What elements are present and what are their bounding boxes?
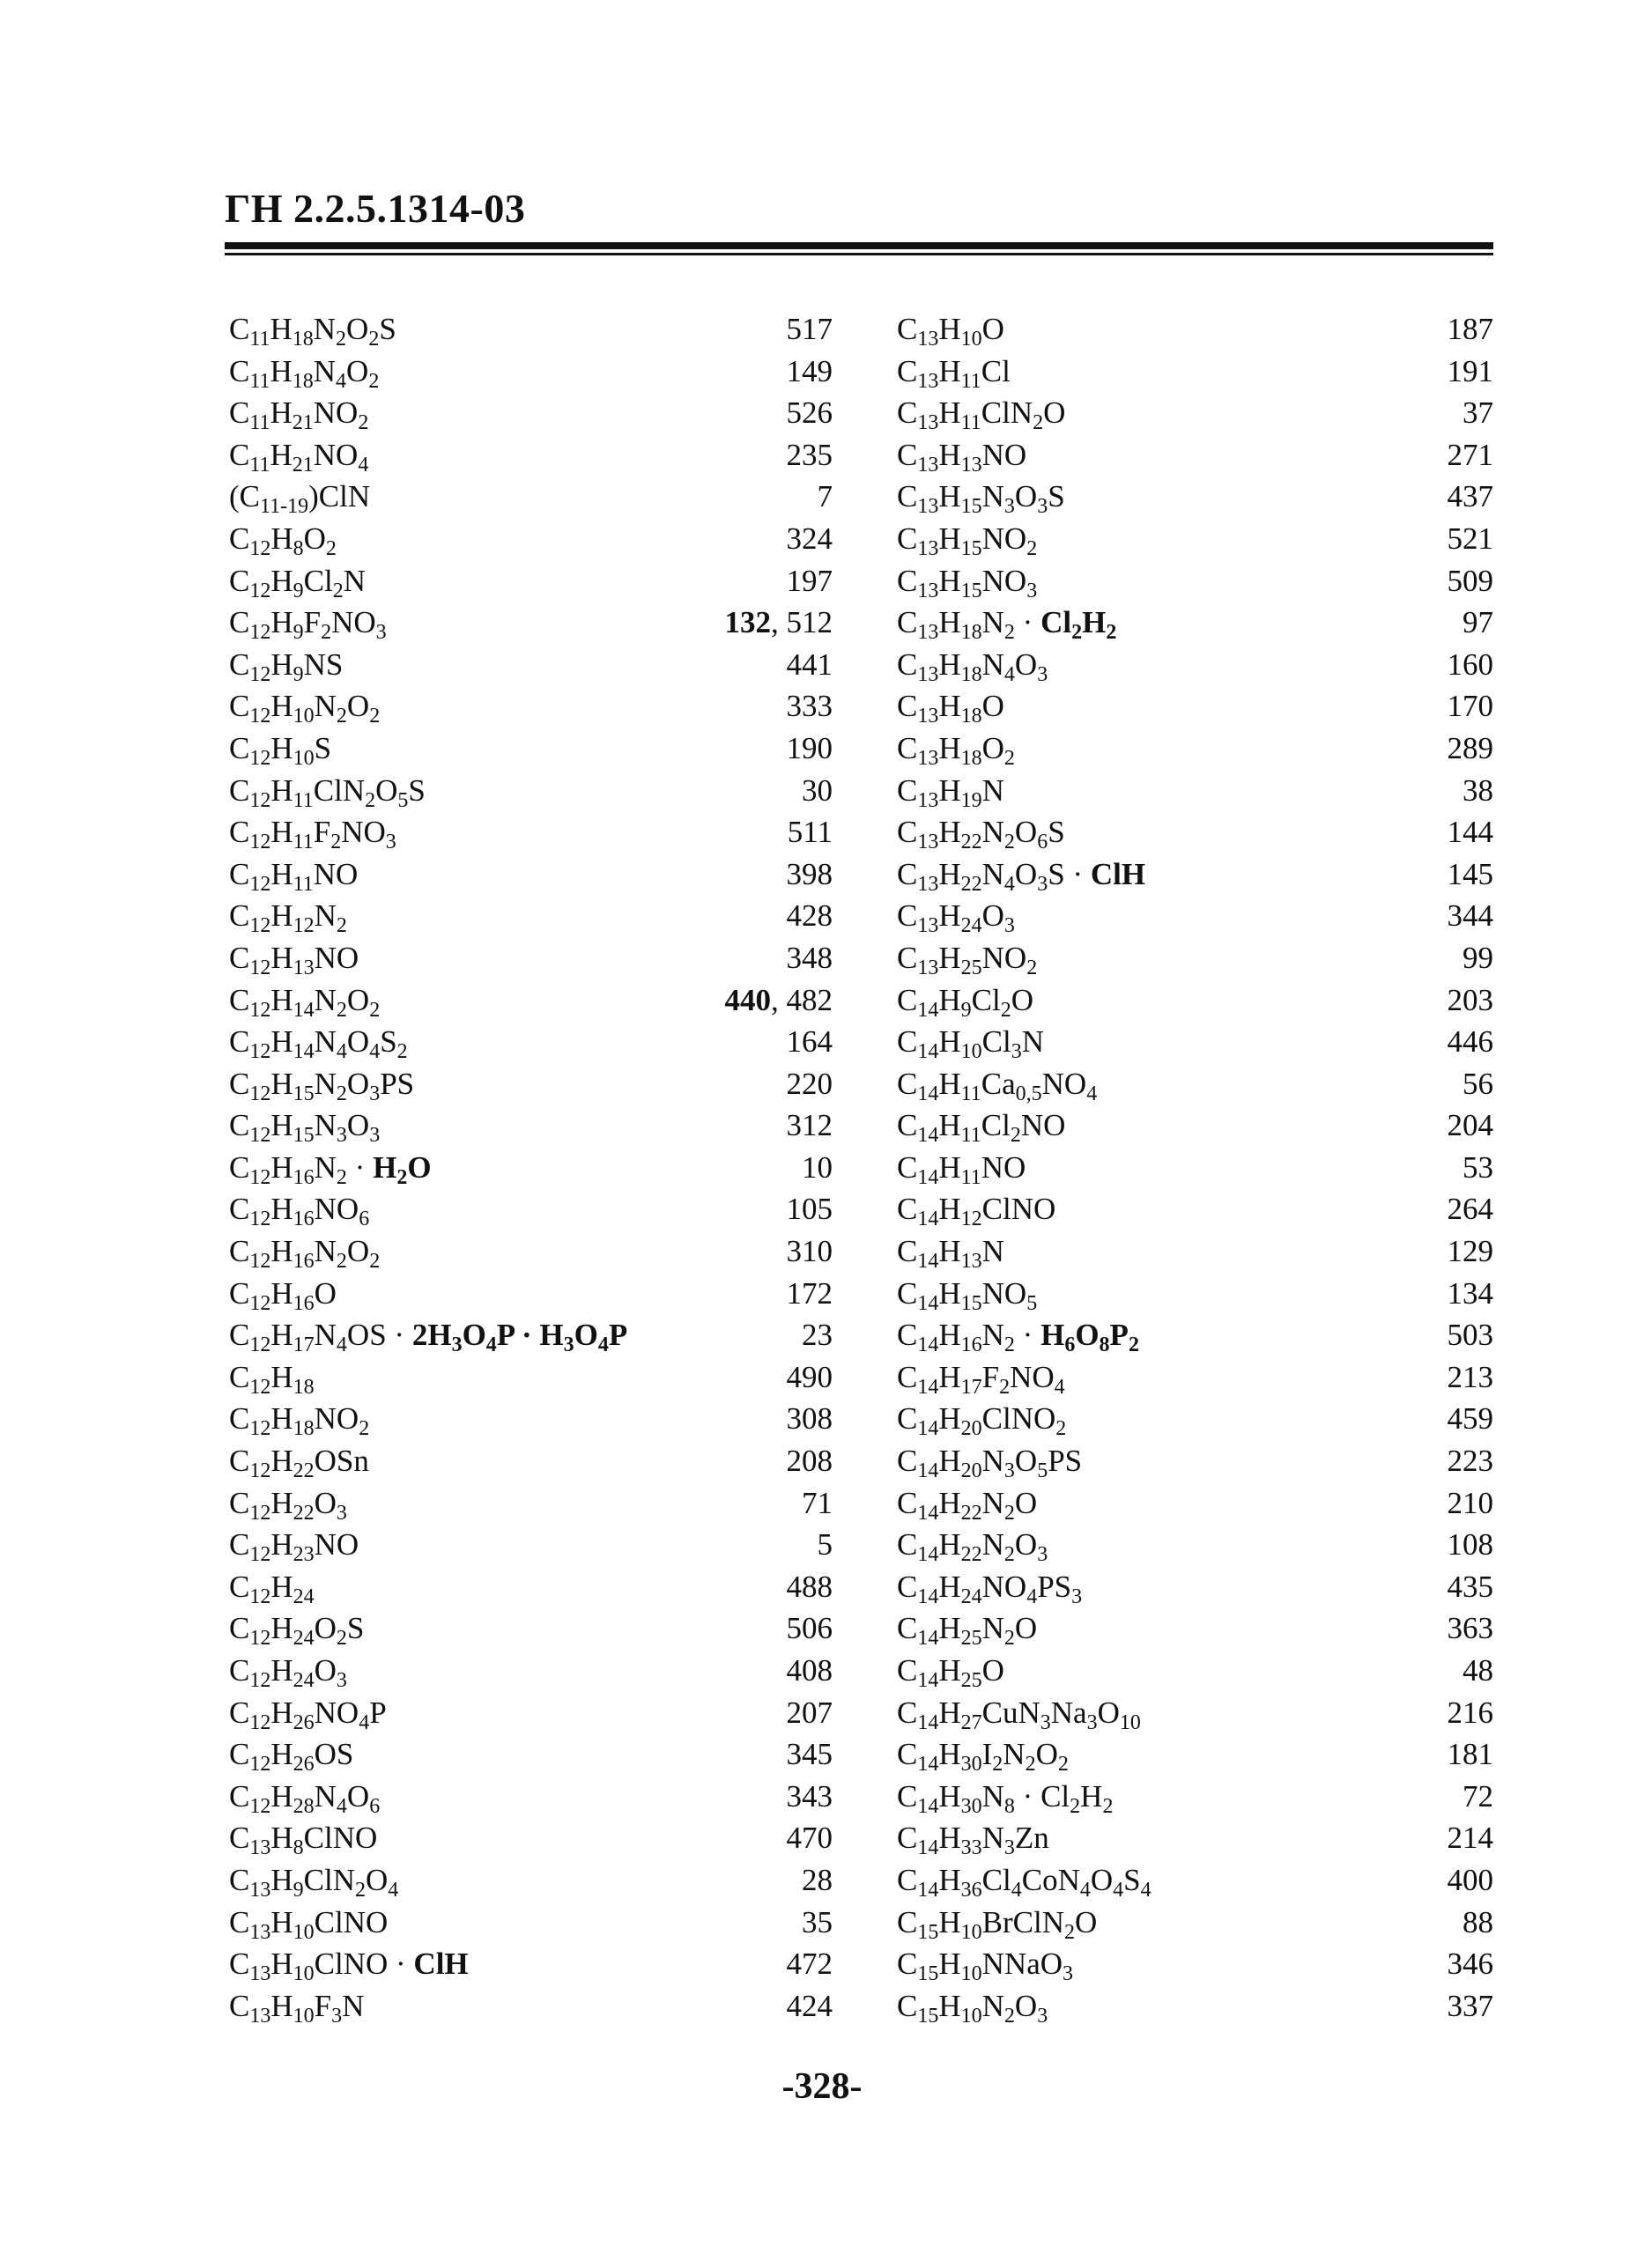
chemical-formula: $C_{14}H_{22}N_2O$	[897, 1485, 1038, 1525]
index-entry	[229, 895, 833, 937]
index-entry	[897, 1943, 1493, 1985]
chemical-formula: $C_{12}H_{13}NO$	[229, 940, 359, 979]
index-entry	[897, 770, 1493, 812]
index-entry	[897, 1104, 1493, 1147]
page-reference: 88	[1463, 1904, 1493, 1939]
chemical-formula: $C_{14}H_{16}N_2 \cdot H_6O_8P_2$	[897, 1318, 1139, 1357]
chemical-formula: $C_{15}H_{10}BrClN_2O$	[897, 1904, 1098, 1944]
index-entry	[897, 728, 1493, 770]
index-entry	[229, 1943, 833, 1985]
page-reference: 48	[1463, 1653, 1493, 1688]
index-entry	[229, 1021, 833, 1063]
index-entry	[229, 685, 833, 728]
chemical-formula: $C_{12}H_{12}N_2$	[229, 898, 347, 938]
chemical-formula: $C_{14}H_{25}N_2O$	[897, 1611, 1038, 1651]
index-entry	[897, 1692, 1493, 1734]
page-reference: 517	[786, 312, 833, 346]
page-reference: 408	[786, 1653, 833, 1688]
chemical-formula: $C_{14}H_{11}Ca_{0,5}NO_4$	[897, 1066, 1098, 1105]
index-entry	[897, 937, 1493, 979]
page-reference: 400	[1447, 1862, 1493, 1897]
page-reference: 526	[786, 395, 833, 431]
page-reference: 511	[787, 815, 833, 850]
page-reference: 145	[1447, 856, 1493, 891]
page-reference: 5	[817, 1527, 833, 1562]
index-entry	[229, 351, 833, 393]
index-entry	[229, 1733, 833, 1776]
index-entry	[229, 1230, 833, 1273]
page-reference: 72	[1463, 1778, 1493, 1814]
index-entry	[229, 1650, 833, 1692]
page-reference: 220	[786, 1066, 833, 1101]
chemical-formula: $C_{13}H_{15}NO_3$	[897, 563, 1038, 602]
page-reference: 190	[786, 730, 833, 765]
index-entry	[229, 728, 833, 770]
chemical-formula: $C_{14}H_{33}N_3Zn$	[897, 1821, 1049, 1860]
index-entry	[897, 560, 1493, 602]
page-reference: 333	[786, 689, 833, 724]
index-entry	[229, 1314, 833, 1356]
page-reference: 344	[1447, 898, 1493, 934]
chemical-formula: $C_{13}H_{18}N_2 \cdot Cl_2H_2$	[897, 605, 1117, 645]
chemical-formula: $C_{11}H_{18}N_2O_2S$	[229, 312, 396, 351]
index-entry	[229, 602, 833, 644]
chemical-formula: $C_{14}H_{30}N_8 \cdot Cl_2H_2$	[897, 1778, 1114, 1818]
index-entry	[897, 1230, 1493, 1273]
index-entry	[229, 1356, 833, 1399]
page-reference: 144	[1447, 815, 1493, 850]
page-reference: 53	[1463, 1149, 1493, 1185]
page-reference: 223	[1447, 1444, 1493, 1479]
chemical-formula: $C_{14}H_{27}CuN_3Na_3O_{10}$	[897, 1695, 1141, 1734]
index-entry	[229, 1273, 833, 1315]
chemical-formula: $C_{12}H_{11}ClN_2O_5S$	[229, 772, 426, 812]
page-reference: 207	[786, 1695, 833, 1730]
index-entry	[229, 1985, 833, 2028]
page-reference: 398	[786, 856, 833, 891]
chemical-formula: $C_{13}H_{18}O$	[897, 689, 1004, 728]
page-reference: 506	[786, 1611, 833, 1646]
page-reference: 164	[786, 1024, 833, 1060]
chemical-formula: $C_{13}H_{18}N_4O_3$	[897, 646, 1048, 686]
chemical-formula: $C_{14}H_{12}ClNO$	[897, 1192, 1056, 1231]
chemical-formula: $C_{12}H_{16}NO_6$	[229, 1192, 370, 1231]
index-entry	[897, 1776, 1493, 1818]
chemical-formula: $C_{13}H_{15}N_3O_3S$	[897, 479, 1065, 519]
page-reference: 170	[1447, 689, 1493, 724]
index-entry	[229, 1902, 833, 1944]
chemical-formula: $C_{13}H_8ClNO$	[229, 1821, 378, 1860]
chemical-formula: $C_{12}H_{10}N_2O_2$	[229, 689, 381, 728]
chemical-formula: $C_{14}H_{11}NO$	[897, 1149, 1026, 1189]
chemical-formula: $C_{12}H_{16}O$	[229, 1275, 337, 1315]
chemical-formula: $C_{12}H_{17}N_4OS \cdot 2H_3O_4P \cdot H_3O_4P$	[229, 1318, 628, 1357]
header-rule-thin	[225, 253, 1493, 255]
chemical-formula: $C_{14}H_{15}NO_5$	[897, 1275, 1038, 1315]
page-reference: 105	[786, 1192, 833, 1227]
index-entry	[897, 518, 1493, 560]
index-entry	[229, 1398, 833, 1440]
page-reference: 488	[786, 1569, 833, 1604]
chemical-formula: $C_{13}H_{11}ClN_2O$	[897, 395, 1066, 435]
page-reference: 216	[1447, 1695, 1493, 1730]
index-entry	[897, 1482, 1493, 1525]
page-reference: 363	[1447, 1611, 1493, 1646]
page-reference: 214	[1447, 1821, 1493, 1856]
index-entry	[229, 1188, 833, 1230]
chemical-formula: $C_{14}H_{17}F_2NO_4$	[897, 1359, 1065, 1399]
chemical-formula: $C_{13}H_{25}NO_2$	[897, 940, 1038, 979]
index-entry	[229, 392, 833, 434]
page-reference: 28	[802, 1862, 833, 1897]
page-number: -328-	[781, 2066, 863, 2107]
page-reference: 23	[802, 1318, 833, 1353]
page-reference: 345	[786, 1737, 833, 1772]
index-column-left	[229, 308, 833, 2027]
page-reference: 428	[786, 898, 833, 934]
chemical-formula: $C_{14}H_{13}N$	[897, 1234, 1004, 1274]
chemical-formula: $C_{13}H_{22}N_2O_6S$	[897, 815, 1065, 854]
index-entry	[897, 811, 1493, 853]
chemical-formula: $C_{12}H_{22}O_3$	[229, 1485, 347, 1525]
chemical-formula: $C_{13}H_{13}NO$	[897, 437, 1027, 477]
page-reference: 441	[786, 646, 833, 682]
page-reference: 308	[786, 1401, 833, 1437]
chemical-formula: $C_{12}H_{26}OS$	[229, 1737, 354, 1777]
page-reference: 424	[786, 1988, 833, 2023]
index-entry	[229, 560, 833, 602]
page-reference: 210	[1447, 1485, 1493, 1520]
chemical-formula: $C_{11}H_{21}NO_2$	[229, 395, 369, 435]
chemical-formula: $C_{12}H_{14}N_4O_4S_2$	[229, 1024, 408, 1064]
page-reference: 310	[786, 1234, 833, 1269]
chemical-formula: $C_{15}H_{10}NNaO_3$	[897, 1947, 1074, 1986]
index-entry	[229, 1104, 833, 1147]
index-entry	[897, 685, 1493, 728]
index-column-right	[897, 308, 1493, 2027]
chemical-formula: $C_{12}H_{26}NO_4P$	[229, 1695, 387, 1734]
index-entry	[897, 351, 1493, 393]
chemical-formula: $C_{15}H_{10}N_2O_3$	[897, 1988, 1048, 2028]
page-reference: 521	[1447, 521, 1493, 556]
page-reference: 160	[1447, 646, 1493, 682]
chemical-formula: $C_{14}H_9Cl_2O$	[897, 982, 1033, 1022]
page-reference: 440, 482	[724, 982, 833, 1017]
page-reference: 446	[1447, 1024, 1493, 1060]
index-entry	[897, 602, 1493, 644]
page-reference: 108	[1447, 1527, 1493, 1562]
page-reference: 470	[786, 1821, 833, 1856]
index-entry	[897, 1650, 1493, 1692]
index-entry	[897, 1817, 1493, 1859]
index-entry	[897, 1273, 1493, 1315]
index-entry	[229, 1817, 833, 1859]
index-entry	[897, 434, 1493, 477]
index-entry	[229, 308, 833, 351]
chemical-formula: $C_{12}H_{15}N_3O_3$	[229, 1108, 381, 1148]
index-entry	[229, 476, 833, 518]
page-reference: 203	[1447, 982, 1493, 1017]
index-entry	[897, 1985, 1493, 2028]
page-reference: 509	[1447, 563, 1493, 598]
page-reference: 129	[1447, 1234, 1493, 1269]
chemical-formula: $C_{14}H_{10}Cl_3N$	[897, 1024, 1044, 1064]
index-entry	[229, 1482, 833, 1525]
chemical-formula: $C_{12}H_{24}$	[229, 1569, 315, 1608]
index-entry	[897, 392, 1493, 434]
chemical-formula: $C_{12}H_{15}N_2O_3PS$	[229, 1066, 415, 1105]
chemical-formula: $C_{14}H_{11}Cl_2NO$	[897, 1108, 1066, 1148]
page-reference: 264	[1447, 1192, 1493, 1227]
index-entry	[229, 1147, 833, 1189]
page-reference: 37	[1463, 395, 1493, 431]
page-reference: 10	[802, 1149, 833, 1185]
chemical-formula: $C_{13}H_{24}O_3$	[897, 898, 1015, 938]
index-entry	[229, 1776, 833, 1818]
index-entry	[229, 644, 833, 686]
chemical-formula: $C_{13}H_{10}ClNO$	[229, 1904, 389, 1944]
page-reference: 191	[1447, 353, 1493, 388]
chemical-formula: $C_{13}H_{22}N_4O_3S$ · ClH	[897, 856, 1146, 896]
page-reference: 503	[1447, 1318, 1493, 1353]
chemical-formula: $C_{12}H_{14}N_2O_2$	[229, 982, 381, 1022]
page-reference: 235	[786, 437, 833, 472]
page-header: ГН 2.2.5.1314-03	[225, 186, 526, 231]
page-reference: 348	[786, 940, 833, 975]
page-reference: 213	[1447, 1359, 1493, 1394]
chemical-formula: $C_{12}H_9Cl_2N$	[229, 563, 366, 602]
page-reference: 187	[1447, 312, 1493, 346]
chemical-formula: $C_{13}H_{11}Cl$	[897, 353, 1011, 393]
chemical-formula: $C_{12}H_{22}OSn$	[229, 1444, 369, 1483]
chemical-formula: $C_{13}H_{10}F_3N$	[229, 1988, 365, 2028]
chemical-formula: $C_{12}H_{16}N_2O_2$	[229, 1234, 381, 1274]
index-entry	[897, 1147, 1493, 1189]
chemical-formula: $C_{12}H_{16}N_2 \cdot H_2O$	[229, 1149, 432, 1189]
page-reference: 208	[786, 1444, 833, 1479]
index-entry	[897, 1524, 1493, 1566]
chemical-formula: $C_{13}H_{18}O_2$	[897, 730, 1015, 770]
index-entry	[229, 1566, 833, 1608]
index-entry	[229, 1524, 833, 1566]
chemical-formula: $C_{12}H_{10}S$	[229, 730, 332, 770]
index-entry	[897, 1356, 1493, 1399]
page-reference: 324	[786, 521, 833, 556]
index-entry	[229, 1859, 833, 1902]
chemical-formula: $C_{14}H_{22}N_2O_3$	[897, 1527, 1048, 1567]
index-entry	[897, 1398, 1493, 1440]
page-reference: 437	[1447, 479, 1493, 514]
chemical-formula: $C_{11}H_{21}NO_4$	[229, 437, 369, 477]
page-reference: 56	[1463, 1066, 1493, 1101]
page-reference: 204	[1447, 1108, 1493, 1143]
index-entry	[897, 1021, 1493, 1063]
chemical-formula: $(C_{11-19})ClN$	[229, 479, 371, 519]
index-entry	[897, 1314, 1493, 1356]
page-reference: 337	[1447, 1988, 1493, 2023]
page-reference: 312	[786, 1108, 833, 1143]
index-entry	[897, 308, 1493, 351]
page-reference: 343	[786, 1778, 833, 1814]
chemical-formula: $C_{12}H_{18}$	[229, 1359, 315, 1399]
index-entry	[229, 937, 833, 979]
index-entry	[229, 770, 833, 812]
index-entry	[229, 1607, 833, 1650]
chemical-formula: $C_{14}H_{30}I_2N_2O_2$	[897, 1737, 1069, 1777]
index-entry	[897, 1607, 1493, 1650]
page-reference: 99	[1463, 940, 1493, 975]
page-reference: 181	[1447, 1737, 1493, 1772]
page-reference: 38	[1463, 772, 1493, 808]
chemical-formula: $C_{11}H_{18}N_4O_2$	[229, 353, 380, 393]
page-reference: 172	[786, 1275, 833, 1311]
index-entry	[897, 895, 1493, 937]
index-entry	[897, 476, 1493, 518]
index-entry	[897, 1440, 1493, 1482]
chemical-formula: $C_{13}H_9ClN_2O_4$	[229, 1862, 399, 1902]
chemical-formula: $C_{12}H_{24}O_3$	[229, 1653, 347, 1692]
index-entry	[897, 1188, 1493, 1230]
chemical-formula: $C_{12}H_{28}N_4O_6$	[229, 1778, 381, 1818]
index-entry	[229, 1063, 833, 1105]
page-reference: 271	[1447, 437, 1493, 472]
index-entry	[897, 1063, 1493, 1105]
page-reference: 435	[1447, 1569, 1493, 1604]
index-entry	[229, 434, 833, 477]
index-entry	[897, 1566, 1493, 1608]
page-reference: 30	[802, 772, 833, 808]
index-entry	[229, 518, 833, 560]
index-entry	[897, 1733, 1493, 1776]
chemical-formula: $C_{13}H_{10}ClNO$ · ClH	[229, 1947, 469, 1986]
chemical-formula: $C_{14}H_{24}NO_4PS_3$	[897, 1569, 1083, 1608]
page-reference: 346	[1447, 1947, 1493, 1982]
page-reference: 459	[1447, 1401, 1493, 1437]
page-reference: 490	[786, 1359, 833, 1394]
chemical-formula: $C_{14}H_{36}Cl_4CoN_4O_4S_4$	[897, 1862, 1152, 1902]
page-reference: 35	[802, 1904, 833, 1939]
page-reference: 472	[786, 1947, 833, 1982]
header-rule-thick	[225, 242, 1493, 249]
page-reference: 71	[802, 1485, 833, 1520]
page-reference: 289	[1447, 730, 1493, 765]
index-entry	[229, 1692, 833, 1734]
page-reference: 134	[1447, 1275, 1493, 1311]
page-reference: 149	[786, 353, 833, 388]
chemical-formula: $C_{12}H_{11}NO$	[229, 856, 359, 896]
chemical-formula: $C_{12}H_9NS$	[229, 646, 344, 686]
chemical-formula: $C_{12}H_8O_2$	[229, 521, 337, 560]
chemical-formula: $C_{14}H_{25}O$	[897, 1653, 1004, 1692]
chemical-formula: $C_{12}H_9F_2NO_3$	[229, 605, 387, 645]
chemical-formula: $C_{13}H_{19}N$	[897, 772, 1004, 812]
chemical-formula: $C_{12}H_{11}F_2NO_3$	[229, 815, 396, 854]
page-reference: 97	[1463, 605, 1493, 640]
index-entry	[897, 853, 1493, 896]
index-entry	[897, 644, 1493, 686]
index-entry	[229, 811, 833, 853]
page-reference: 7	[817, 479, 833, 514]
index-entry	[229, 979, 833, 1022]
index-entry	[897, 979, 1493, 1022]
page-reference: 197	[786, 563, 833, 598]
chemical-formula: $C_{12}H_{18}NO_2$	[229, 1401, 370, 1441]
index-entry	[897, 1902, 1493, 1944]
chemical-formula: $C_{14}H_{20}N_3O_5PS$	[897, 1444, 1083, 1483]
index-entry	[229, 853, 833, 896]
chemical-formula: $C_{13}H_{15}NO_2$	[897, 521, 1038, 560]
index-entry	[229, 1440, 833, 1482]
chemical-formula: $C_{12}H_{24}O_2S$	[229, 1611, 365, 1651]
page-reference: 132, 512	[724, 605, 833, 640]
chemical-formula: $C_{13}H_{10}O$	[897, 312, 1004, 351]
index-entry	[897, 1859, 1493, 1902]
chemical-formula: $C_{14}H_{20}ClNO_2$	[897, 1401, 1067, 1441]
chemical-formula: $C_{12}H_{23}NO$	[229, 1527, 359, 1567]
